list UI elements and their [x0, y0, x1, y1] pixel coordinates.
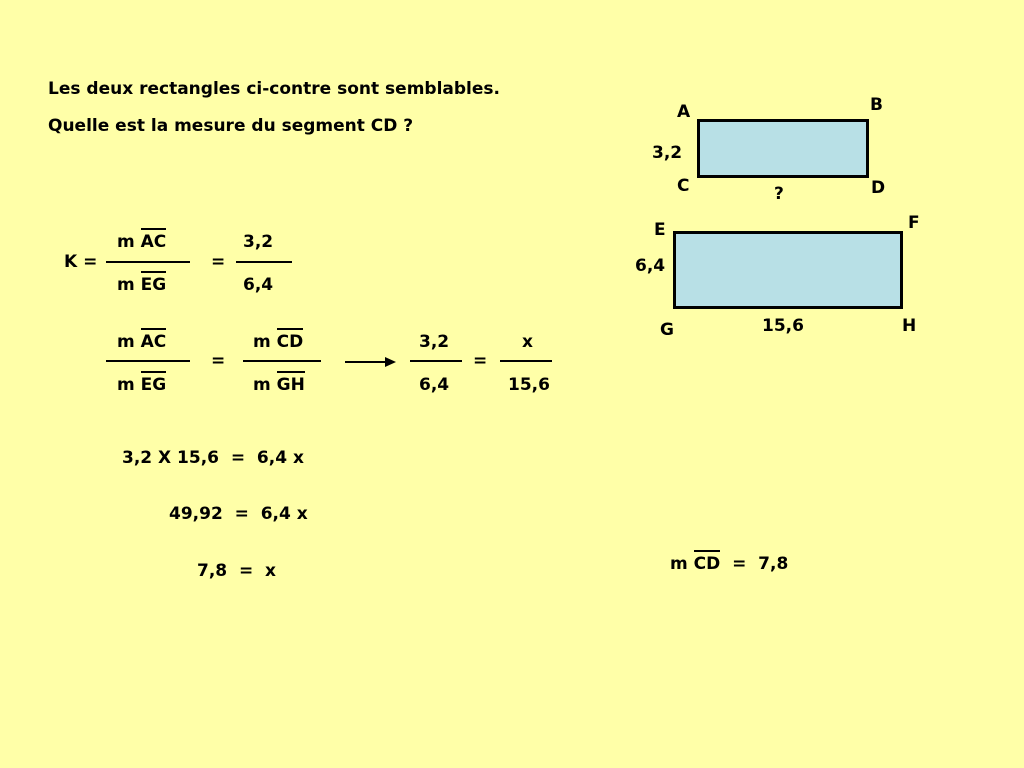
- label-d: D: [871, 178, 886, 198]
- prop-denominator-meg: m EG: [117, 375, 167, 395]
- problem-line-1: Les deux rectangles ci-contre sont semblables.: [48, 79, 500, 99]
- prop-denominator-gh: 15,6: [508, 375, 550, 395]
- prop-denominator-value: 6,4: [419, 375, 450, 395]
- side-eg-value: 6,4: [635, 256, 666, 276]
- label-a: A: [677, 102, 691, 122]
- label-g: G: [660, 320, 674, 340]
- side-ac-value: 3,2: [652, 143, 683, 163]
- k-denominator-meg: m EG: [117, 275, 167, 295]
- prop-denominator-mgh: m GH: [253, 375, 305, 395]
- prop-numerator-mac: m AC: [117, 332, 167, 352]
- equals-sign: =: [211, 351, 226, 371]
- label-b: B: [870, 95, 883, 115]
- equals-sign: =: [211, 252, 226, 272]
- label-e: E: [654, 220, 666, 240]
- answer: m CD = 7,8: [670, 554, 789, 574]
- problem-line-2: Quelle est la mesure du segment CD ?: [48, 116, 414, 136]
- fraction-bar: [500, 360, 552, 362]
- side-cd-unknown: ?: [774, 184, 784, 204]
- equals-sign: =: [473, 351, 488, 371]
- k-denominator-value: 6,4: [243, 275, 274, 295]
- label-c: C: [677, 176, 690, 196]
- label-h: H: [902, 316, 917, 336]
- label-f: F: [908, 213, 920, 233]
- k-label: K =: [64, 252, 98, 272]
- step-cross-multiply: 3,2 X 15,6 = 6,4 x: [122, 448, 304, 468]
- prop-unknown-x: x: [522, 332, 533, 352]
- k-numerator-mac: m AC: [117, 232, 167, 252]
- prop-numerator-value: 3,2: [419, 332, 450, 352]
- prop-numerator-mcd: m CD: [253, 332, 304, 352]
- step-solution: 7,8 = x: [197, 561, 276, 581]
- side-gh-value: 15,6: [762, 316, 804, 336]
- fraction-bar: [410, 360, 462, 362]
- k-numerator-value: 3,2: [243, 232, 274, 252]
- step-product: 49,92 = 6,4 x: [169, 504, 308, 524]
